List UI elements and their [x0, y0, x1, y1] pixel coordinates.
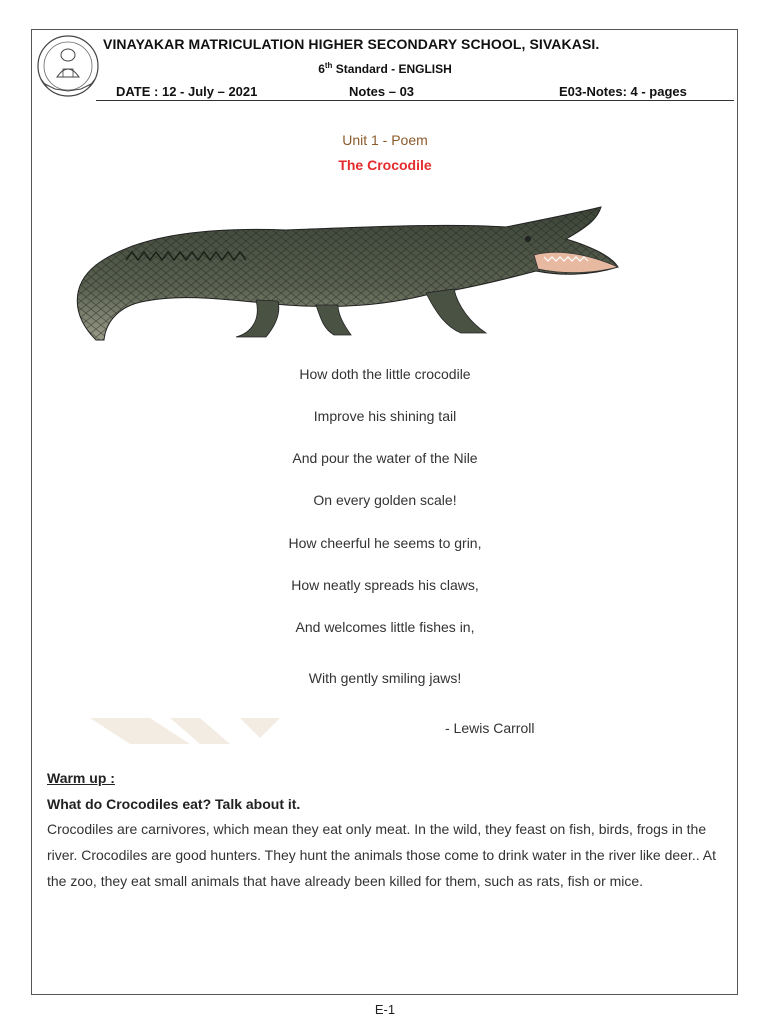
poem-line: And welcomes little fishes in, — [295, 619, 475, 635]
warmup-question: What do Crocodiles eat? Talk about it. — [47, 796, 301, 812]
poem-line: On every golden scale! — [313, 492, 457, 508]
warmup-heading: Warm up : — [47, 770, 115, 786]
page-number: E-1 — [374, 1002, 396, 1017]
unit-label: Unit 1 - Poem — [342, 132, 428, 148]
poem-line: How neatly spreads his claws, — [291, 577, 479, 593]
poem-line: How doth the little crocodile — [299, 366, 471, 382]
poem-line: And pour the water of the Nile — [292, 450, 478, 466]
crocodile-illustration — [66, 205, 626, 355]
pages-label: E03-Notes: 4 - pages — [559, 84, 687, 99]
watermark — [90, 716, 290, 746]
poem-line: Improve his shining tail — [313, 408, 457, 424]
poem-line: With gently smiling jaws! — [308, 670, 462, 686]
warmup-paragraph: Crocodiles are carnivores, which mean they eat only meat. In the wild, they feast on fish, birds, frogs in the river. Crocodiles are good hunters. They hunt the animals those come to drink water in the river like deer.. At the zoo, they eat small animals that have already been killed for them, such as rats, fish or mice. — [47, 821, 716, 889]
header-divider — [96, 100, 734, 101]
poem-title: The Crocodile — [338, 157, 432, 173]
standard-line: 6th Standard - ENGLISH — [318, 61, 452, 76]
date-label: DATE : 12 - July – 2021 — [116, 84, 258, 99]
poem-line: How cheerful he seems to grin, — [288, 535, 482, 551]
notes-label: Notes – 03 — [349, 84, 415, 99]
poem-author: - Lewis Carroll — [445, 720, 535, 736]
school-name: VINAYAKAR MATRICULATION HIGHER SECONDARY SCHOOL, SIVAKASI. — [103, 36, 600, 52]
